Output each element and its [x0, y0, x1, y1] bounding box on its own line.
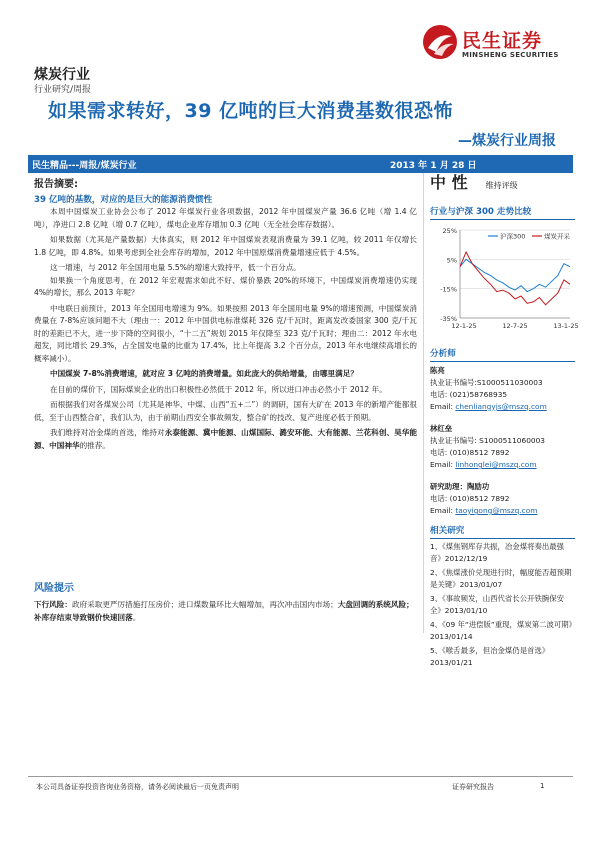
analyst-email-link[interactable]: linhonglei@mszq.com — [455, 460, 537, 469]
email-label: Email: — [430, 460, 453, 469]
column-divider — [423, 173, 424, 633]
y-tick-label: 25% — [442, 227, 457, 235]
summary-heading: 报告摘要: — [34, 179, 78, 190]
summary-bold-question: 中国煤炭 7-8%消费增速，就对应 3 亿吨的消费增量。如此庞大的供给增量，由哪里满足？ — [50, 369, 358, 378]
assistant-card — [430, 481, 575, 517]
series-line — [460, 252, 570, 305]
assistant-email-link[interactable]: taoyigong@mszq.com — [455, 506, 538, 515]
sidebar — [430, 173, 579, 669]
summary-paragraph: 如果换一个角度思考，在 2012 年宏观需求如此不好、煤价暴跌 20%的环境下，中国煤炭消费增速仍实现 4%的增长，那么 2013 年呢？ — [34, 275, 417, 297]
footer-divider — [28, 776, 573, 777]
assistant-phone: 电话: (010)8512 7892 — [430, 494, 510, 503]
y-tick-label: 5% — [446, 256, 457, 265]
analyst-email-row — [430, 459, 575, 471]
company-logo — [422, 24, 562, 64]
risk-text — [34, 598, 417, 624]
related-item[interactable]: 1、《煤焦钢库存共振，冶金煤将奏出最强音》2012/12/19 — [430, 542, 565, 563]
summary-section — [34, 177, 417, 452]
trend-chart — [430, 222, 579, 340]
analyst-cert: 执业证书编号:S1000511030003 — [430, 378, 543, 387]
analyst-phone: 电话: (021)58768935 — [430, 390, 508, 399]
logo-en: MINSHENG SECURITIES — [462, 51, 559, 59]
rating-value: 中 性 — [430, 173, 468, 192]
recommended-stocks: 永泰能源、冀中能源、山煤国际、潞安环能、大有能源、兰花科创、昊华能源、中国神华 — [34, 428, 417, 450]
related-item[interactable]: 2、《焦煤涨价兑现进行时，幅度能否超预期是关键》2013/01/07 — [430, 568, 572, 589]
header-band — [28, 155, 573, 173]
rating-block — [430, 173, 575, 192]
related-item[interactable]: 4、《09 年“进偿版”重现，煤炭第二波可期》2013/01/14 — [430, 620, 573, 641]
summary-paragraph: 而根据我们对各煤炭公司（尤其是神华、中煤、山西“五+二”）的调研，国有大矿在 2013 年的新增产能都很低，至于山西整合矿，我们认为，由于前期山西安全事故频发，整合矿的技改、复产进度必低于预期。 — [34, 400, 417, 422]
analyst-email-link[interactable]: chenliangyjs@mszq.com — [455, 402, 547, 411]
related-heading: 相关研究 — [430, 525, 575, 539]
risk-label: 下行风险： — [34, 600, 72, 609]
analyst-name: 林红垒 — [430, 424, 453, 433]
logo-cn: 民生证券 — [462, 30, 543, 52]
risk-section — [34, 582, 417, 624]
email-label: Email: — [430, 402, 453, 411]
risk-heading: 风险提示 — [34, 583, 74, 594]
analyst-phone: 电话: (010)8512 7892 — [430, 448, 510, 457]
summary-paragraph: 本周中国煤炭工业协会公布了 2012 年煤炭行业各项数据，2012 年中国煤炭产量 36.6 亿吨（增 1.4 亿吨），净进口 2.8 亿吨（增 0.7 亿吨），煤电企业库存增加 0.3 亿吨（无全社会库存数据）。 — [34, 207, 417, 229]
summary-paragraph: 如果数据（尤其是产量数据）大体真实，则 2012 年中国煤炭表观消费量为 39.1 亿吨，较 2011 年仅增长 1.8 亿吨，即 4.8%。如果考虑到全社会库存的增加，2012 年中国原煤消费量增速应低于 4.5%。 — [34, 235, 417, 257]
logo-mark-icon — [422, 24, 458, 60]
x-tick-label: 13-1-25 — [553, 322, 579, 330]
series-line — [460, 259, 570, 291]
page-title: 如果需求转好，39 亿吨的巨大消费基数很恐怖 — [48, 100, 454, 122]
legend-label: 煤炭开采 — [544, 232, 570, 241]
page-number: 1 — [540, 782, 545, 790]
assistant-name: 研究助理：陶励功 — [430, 482, 490, 491]
recommendation-prefix: 我们维持对冶金煤的首选，维持对 — [50, 428, 165, 437]
summary-paragraph: 中电联日前预计，2013 年全国用电增速为 9%。如果按照 2013 年全国用电量 9%的增速预测，中国煤炭消费量在 7-8%应该问题不大（理由一：2012 年中国供电标准煤耗 326 克/千瓦时，距离发改委国家 300 克/千瓦时的差距已不大，进一步下降的空间很小，“十二五”规划 2015 年仅降至 323 克/千瓦时；理由二：2012 年水电超发，同比增长 29.3%，占全国发电量的比重为 17.4%，比上年提高 3.2 个百分点，2013 年水电继续高增长的概率减小）。 — [34, 303, 417, 363]
related-item[interactable]: 3、《事故频发，山西代省长公开铁腕保安全》2013/01/10 — [430, 594, 565, 615]
summary-paragraph: 这一增速，与 2012 年全国用电量 5.5%的增速大致持平，低一个百分点。 — [50, 263, 301, 272]
email-label: Email: — [430, 506, 453, 515]
band-series: 民生精品---周报/煤炭行业 — [32, 161, 137, 171]
assistant-email-row — [430, 505, 575, 517]
analyst-card — [430, 365, 575, 413]
report-type: 行业研究/周报 — [34, 85, 92, 95]
analyst-cert: 执业证书编号: S1000511060003 — [430, 436, 546, 445]
analyst-email-row — [430, 401, 575, 413]
related-item[interactable]: 5、《喉舌最多，但冶金煤仍是首选》2013/01/21 — [430, 646, 550, 667]
analyst-card — [430, 423, 575, 471]
recommendation-paragraph — [34, 427, 417, 452]
risk-end: 。 — [132, 613, 141, 622]
page-subtitle: —煤炭行业周报 — [458, 133, 556, 149]
risk-bold: 大盘回调的系统风险；补库存结束导致钢价快速回落 — [34, 600, 414, 622]
risk-body: 政府采取更严厉措施打压房价；进口煤数量环比大幅增加，再次冲击国内市场； — [71, 600, 338, 609]
footer-label: 证券研究报告 — [452, 783, 494, 791]
recommendation-suffix: 的推荐。 — [79, 440, 110, 450]
y-tick-label: -35% — [440, 315, 457, 323]
chart-heading: 行业与沪深 300 走势比较 — [430, 206, 575, 220]
y-tick-label: -15% — [440, 285, 457, 294]
legend-label: 沪深300 — [500, 232, 526, 241]
analyst-heading: 分析师 — [430, 348, 575, 362]
x-tick-label: 12-1-25 — [451, 322, 477, 330]
rating-note: 维持评级 — [485, 181, 518, 190]
summary-highlight: 39 亿吨的基数，对应的是巨大的能源消费惯性 — [34, 194, 213, 205]
industry-label: 煤炭行业 — [34, 67, 90, 83]
related-list — [430, 541, 575, 669]
x-tick-label: 12-7-25 — [502, 322, 528, 330]
summary-paragraph: 在目前的煤价下，国际煤炭企业的出口积极性必然低于 2012 年，所以进口冲击必然小于 2012 年。 — [50, 384, 387, 394]
footer-disclaimer: 本公司具备证券投资咨询业务资格，请务必阅读最后一页免责声明 — [36, 783, 239, 791]
analyst-name: 陈亮 — [430, 366, 445, 375]
band-date: 2013 年 1 月 28 日 — [390, 161, 477, 171]
